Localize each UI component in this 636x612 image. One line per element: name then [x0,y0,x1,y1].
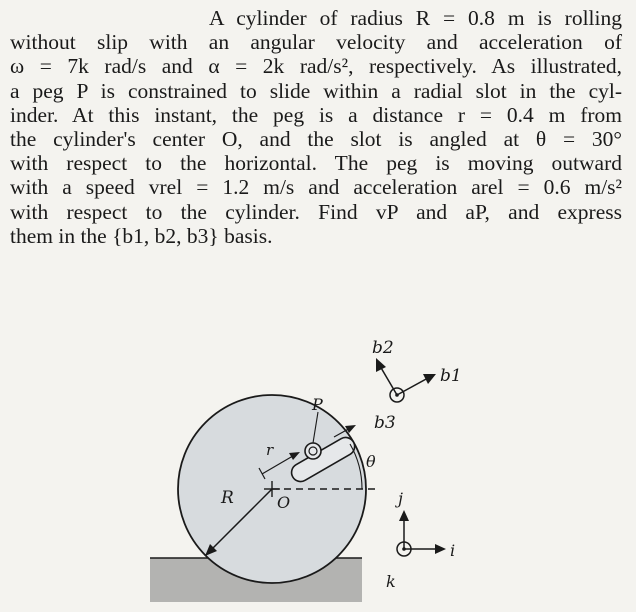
problem-line-2: without slip with an angular velocity and acceleration of [10,30,622,55]
problem-line-7: with respect to the horizontal. The peg is moving outward [10,151,622,176]
b2-arrowhead [376,358,386,372]
label-b3: b3 [374,413,396,433]
label-b1: b1 [440,366,462,386]
b2-vector [380,366,397,395]
label-theta: θ [366,452,376,471]
label-O: O [277,493,291,512]
k-vector-dot [402,547,406,551]
problem-line-10: them in the {b1, b2, b3} basis. [10,223,273,248]
j-arrowhead [399,510,409,521]
problem-line-9: with respect to the cylinder. Find vP and aP, and express [10,199,622,224]
label-r: r [266,441,274,459]
problem-line-6: the cylinder's center O, and the slot is angled at θ = 30° [10,127,622,152]
problem-line-8: with a speed vrel = 1.2 m/s and acceleration arel = 0.6 m/s² [10,175,622,200]
b3-vector-dot [395,393,399,397]
problem-statement [10,6,622,248]
problem-line-4: a peg P is constrained to slide within a radial slot in the cyl- [10,78,622,103]
peg [305,443,321,459]
cylinder-figure [0,320,636,612]
i-arrowhead [435,544,446,554]
b1-vector [397,378,428,395]
label-j: j [398,489,403,508]
label-i: i [450,541,456,560]
problem-line-1: A cylinder of radius R = 0.8 m is rolling [209,6,622,30]
label-R: R [221,488,234,508]
problem-line-3: ω = 7k rad/s and α = 2k rad/s², respectively. As illustrated, [10,54,622,79]
problem-line-5: inder. At this instant, the peg is a distance r = 0.4 m from [10,102,622,127]
label-P: P [312,395,323,414]
label-b2: b2 [372,338,394,358]
label-k: k [386,572,396,591]
